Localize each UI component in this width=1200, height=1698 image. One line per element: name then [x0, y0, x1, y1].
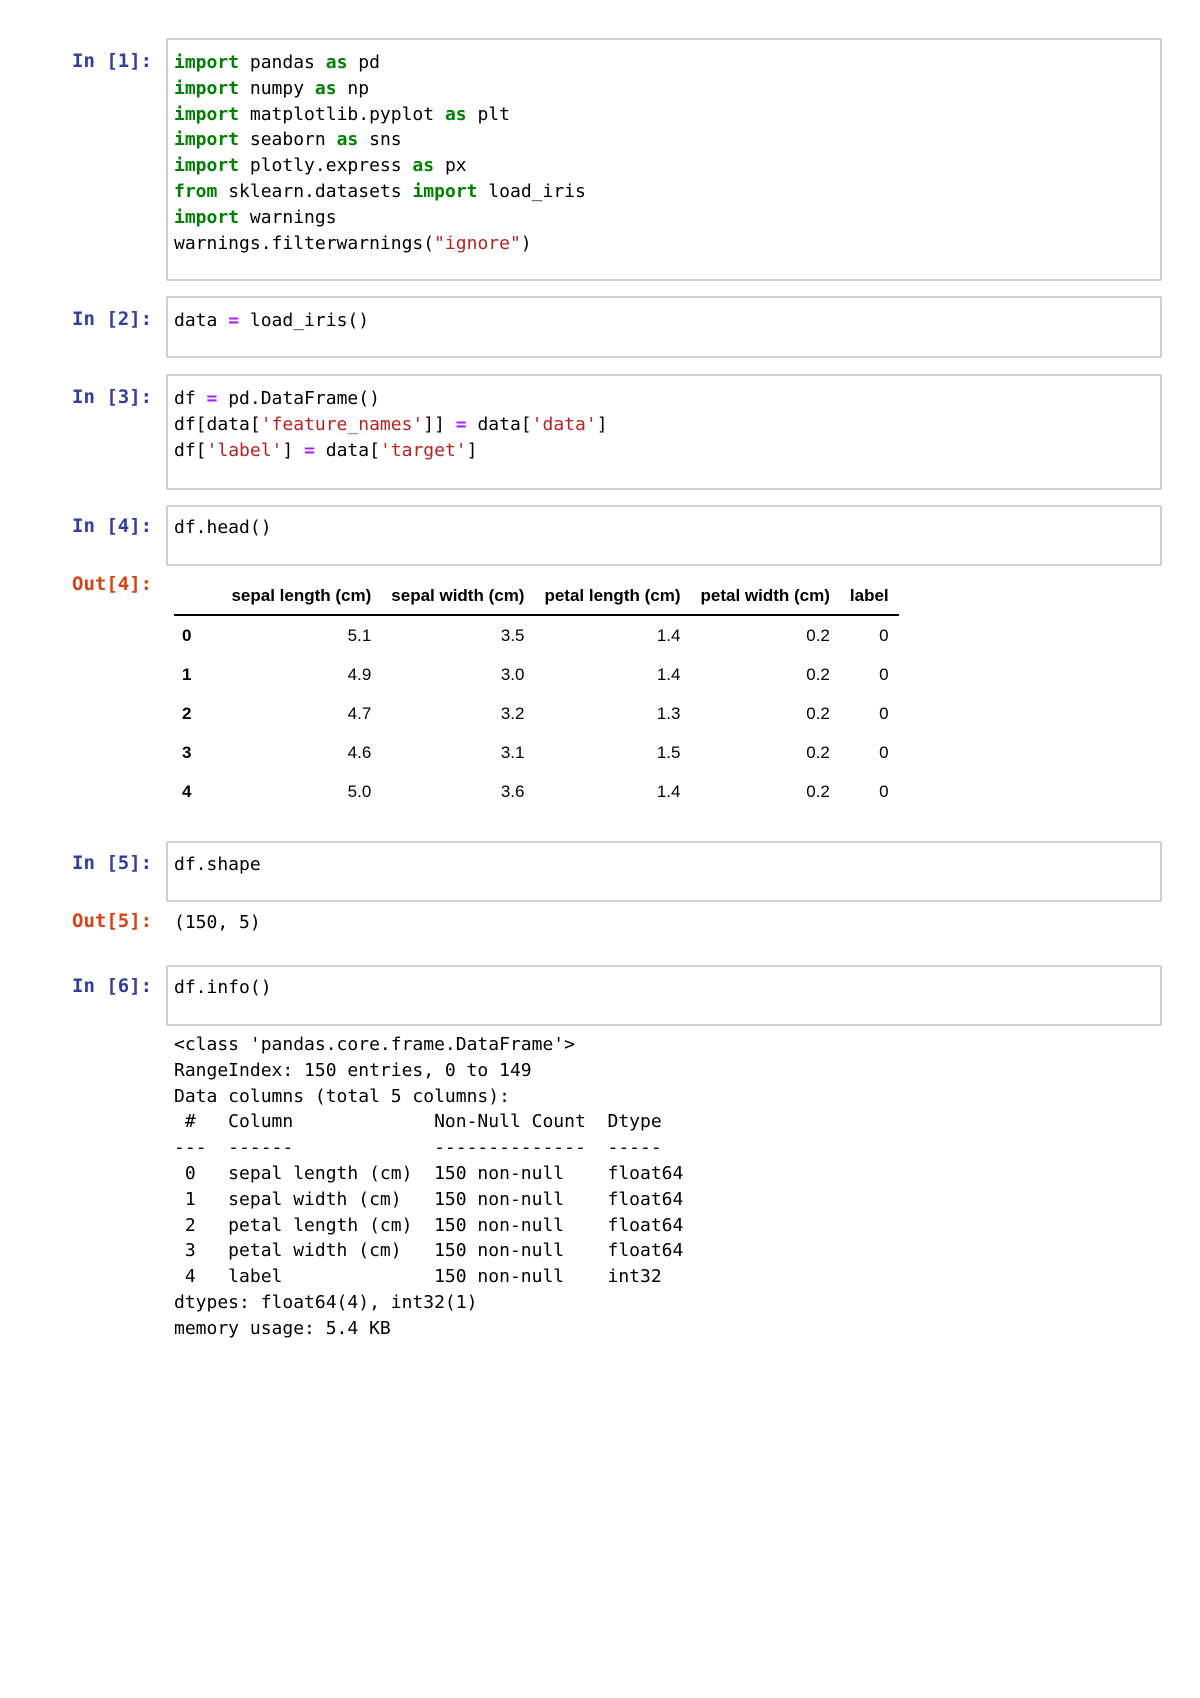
- code-token: ]: [466, 439, 478, 461]
- stdout-line: 3 petal width (cm) 150 non-null float64: [174, 1240, 684, 1262]
- table-row: [174, 772, 899, 811]
- row-index: 1: [182, 664, 192, 684]
- keyword: as: [336, 129, 359, 151]
- keyword: as: [325, 52, 348, 73]
- code-token: warnings.filterwarnings(: [174, 232, 435, 254]
- stdout-line: --- ------ -------------- -----: [174, 1137, 684, 1159]
- stdout-line: RangeIndex: 150 entries, 0 to 149: [174, 1059, 532, 1081]
- code-token: ): [520, 232, 532, 254]
- column-header: sepal length (cm): [221, 578, 381, 615]
- code-token: ]: [282, 439, 305, 461]
- code-token: px: [434, 155, 467, 177]
- row-index: 2: [182, 703, 192, 723]
- stdout-line: <class 'pandas.core.frame.DataFrame'>: [174, 1034, 575, 1055]
- cell-4-code: df.head(): [174, 517, 272, 538]
- table-cell: 3.0: [500, 664, 525, 684]
- keyword: import: [174, 52, 240, 73]
- cell-4-input-area[interactable]: [166, 505, 1162, 566]
- string-literal: "ignore": [434, 232, 521, 254]
- keyword: from: [174, 180, 218, 202]
- code-token: sns: [358, 129, 402, 151]
- cell-6-stdout: [174, 1032, 683, 1342]
- code-token: numpy: [239, 77, 315, 99]
- operator: =: [228, 310, 240, 331]
- table-cell: 0.2: [806, 664, 830, 684]
- keyword: as: [444, 103, 467, 125]
- table-cell: 0.2: [806, 781, 830, 801]
- row-index: 0: [182, 625, 192, 645]
- code-token: ]: [596, 413, 608, 435]
- code-token: plotly.express: [239, 155, 413, 177]
- column-header: petal width (cm): [690, 578, 839, 615]
- table-row: [174, 615, 899, 655]
- table-cell: 0: [879, 781, 889, 801]
- table-cell: 4.9: [347, 664, 372, 684]
- operator: =: [304, 439, 315, 461]
- stdout-line: 4 label 150 non-null int32: [174, 1266, 684, 1288]
- code-token: plt: [466, 103, 510, 125]
- table-cell: 1.4: [656, 781, 681, 801]
- cell-3-code: [174, 386, 608, 463]
- keyword: import: [174, 206, 240, 228]
- cell-6-input-area[interactable]: [166, 965, 1162, 1026]
- code-token: seaborn: [239, 129, 337, 151]
- code-token: data[: [314, 439, 380, 461]
- table-cell: 3.1: [500, 742, 525, 762]
- table-cell: 0: [879, 664, 889, 684]
- code-token: pd: [347, 52, 380, 73]
- cell-4-out-prompt: Out[4]:: [72, 573, 153, 595]
- stdout-line: 0 sepal length (cm) 150 non-null float64: [174, 1162, 684, 1184]
- cell-6-in-prompt: In [6]:: [72, 975, 153, 997]
- column-header: petal length (cm): [534, 578, 690, 615]
- string-literal: 'label': [206, 439, 283, 461]
- cell-5-out-prompt: Out[5]:: [72, 910, 153, 932]
- keyword: import: [174, 77, 240, 99]
- code-token: np: [336, 77, 370, 99]
- table-cell: 4.6: [347, 742, 372, 762]
- code-token: load_iris: [477, 180, 586, 202]
- table-cell: 0: [879, 703, 889, 723]
- table-cell: 3.5: [500, 625, 525, 645]
- row-index: 3: [182, 742, 192, 762]
- code-token: df[: [174, 439, 207, 461]
- cell-5-output: (150, 5): [174, 912, 261, 933]
- keyword: as: [412, 155, 435, 177]
- cell-1-in-prompt: In [1]:: [72, 50, 153, 72]
- dataframe-header-row: [174, 578, 899, 615]
- column-header: sepal width (cm): [381, 578, 534, 615]
- table-cell: 0.2: [806, 625, 830, 645]
- keyword: import: [412, 180, 478, 202]
- cell-5-code: df.shape: [174, 854, 261, 875]
- stdout-line: 2 petal length (cm) 150 non-null float64: [174, 1214, 684, 1236]
- code-token: ]]: [423, 413, 456, 435]
- keyword: import: [174, 129, 240, 151]
- table-cell: 1.3: [656, 703, 681, 723]
- code-token: pd.DataFrame(): [217, 388, 380, 409]
- cell-1-code: [174, 50, 586, 256]
- column-header: [174, 578, 221, 615]
- cell-4-in-prompt: In [4]:: [72, 515, 153, 537]
- code-token: pandas: [239, 52, 326, 73]
- string-literal: 'target': [379, 439, 467, 461]
- code-token: warnings: [239, 206, 337, 228]
- table-cell: 0: [879, 625, 889, 645]
- table-cell: 0.2: [806, 703, 830, 723]
- table-cell: 3.2: [500, 703, 525, 723]
- stdout-line: Data columns (total 5 columns):: [174, 1085, 510, 1107]
- operator: =: [206, 388, 218, 409]
- dataframe-output: [174, 578, 899, 811]
- code-token: data: [174, 310, 229, 331]
- cell-2-code: [174, 308, 369, 334]
- operator: =: [455, 413, 467, 435]
- cell-5-in-prompt: In [5]:: [72, 852, 153, 874]
- code-token: data[: [466, 413, 532, 435]
- table-cell: 1.4: [656, 625, 681, 645]
- table-cell: 1.5: [656, 742, 681, 762]
- keyword: import: [174, 103, 240, 125]
- cell-3-in-prompt: In [3]:: [72, 386, 153, 408]
- code-token: load_iris(): [239, 310, 370, 331]
- table-cell: 0.2: [806, 742, 830, 762]
- cell-6-code: df.info(): [174, 977, 272, 998]
- stdout-line: # Column Non-Null Count Dtype: [174, 1111, 684, 1133]
- string-literal: 'data': [531, 413, 597, 435]
- table-cell: 5.1: [347, 625, 372, 645]
- string-literal: 'feature_names': [260, 413, 424, 435]
- table-cell: 3.6: [500, 781, 525, 801]
- stdout-line: dtypes: float64(4), int32(1): [174, 1291, 478, 1313]
- table-row: [174, 733, 899, 772]
- code-token: df[data[: [174, 413, 261, 435]
- row-index: 4: [182, 781, 192, 801]
- code-token: matplotlib.pyplot: [239, 103, 445, 125]
- cell-5-input-area[interactable]: [166, 841, 1162, 902]
- table-row: [174, 655, 899, 694]
- table-cell: 5.0: [347, 781, 372, 801]
- keyword: import: [174, 155, 240, 177]
- code-token: df: [174, 388, 207, 409]
- stdout-line: memory usage: 5.4 KB: [174, 1317, 391, 1339]
- stdout-line: 1 sepal width (cm) 150 non-null float64: [174, 1188, 684, 1210]
- column-header: label: [840, 578, 899, 615]
- cell-2-in-prompt: In [2]:: [72, 308, 153, 330]
- table-cell: 4.7: [347, 703, 372, 723]
- keyword: as: [314, 77, 337, 99]
- table-cell: 0: [879, 742, 889, 762]
- code-token: sklearn.datasets: [217, 180, 413, 202]
- table-cell: 1.4: [656, 664, 681, 684]
- table-row: [174, 694, 899, 733]
